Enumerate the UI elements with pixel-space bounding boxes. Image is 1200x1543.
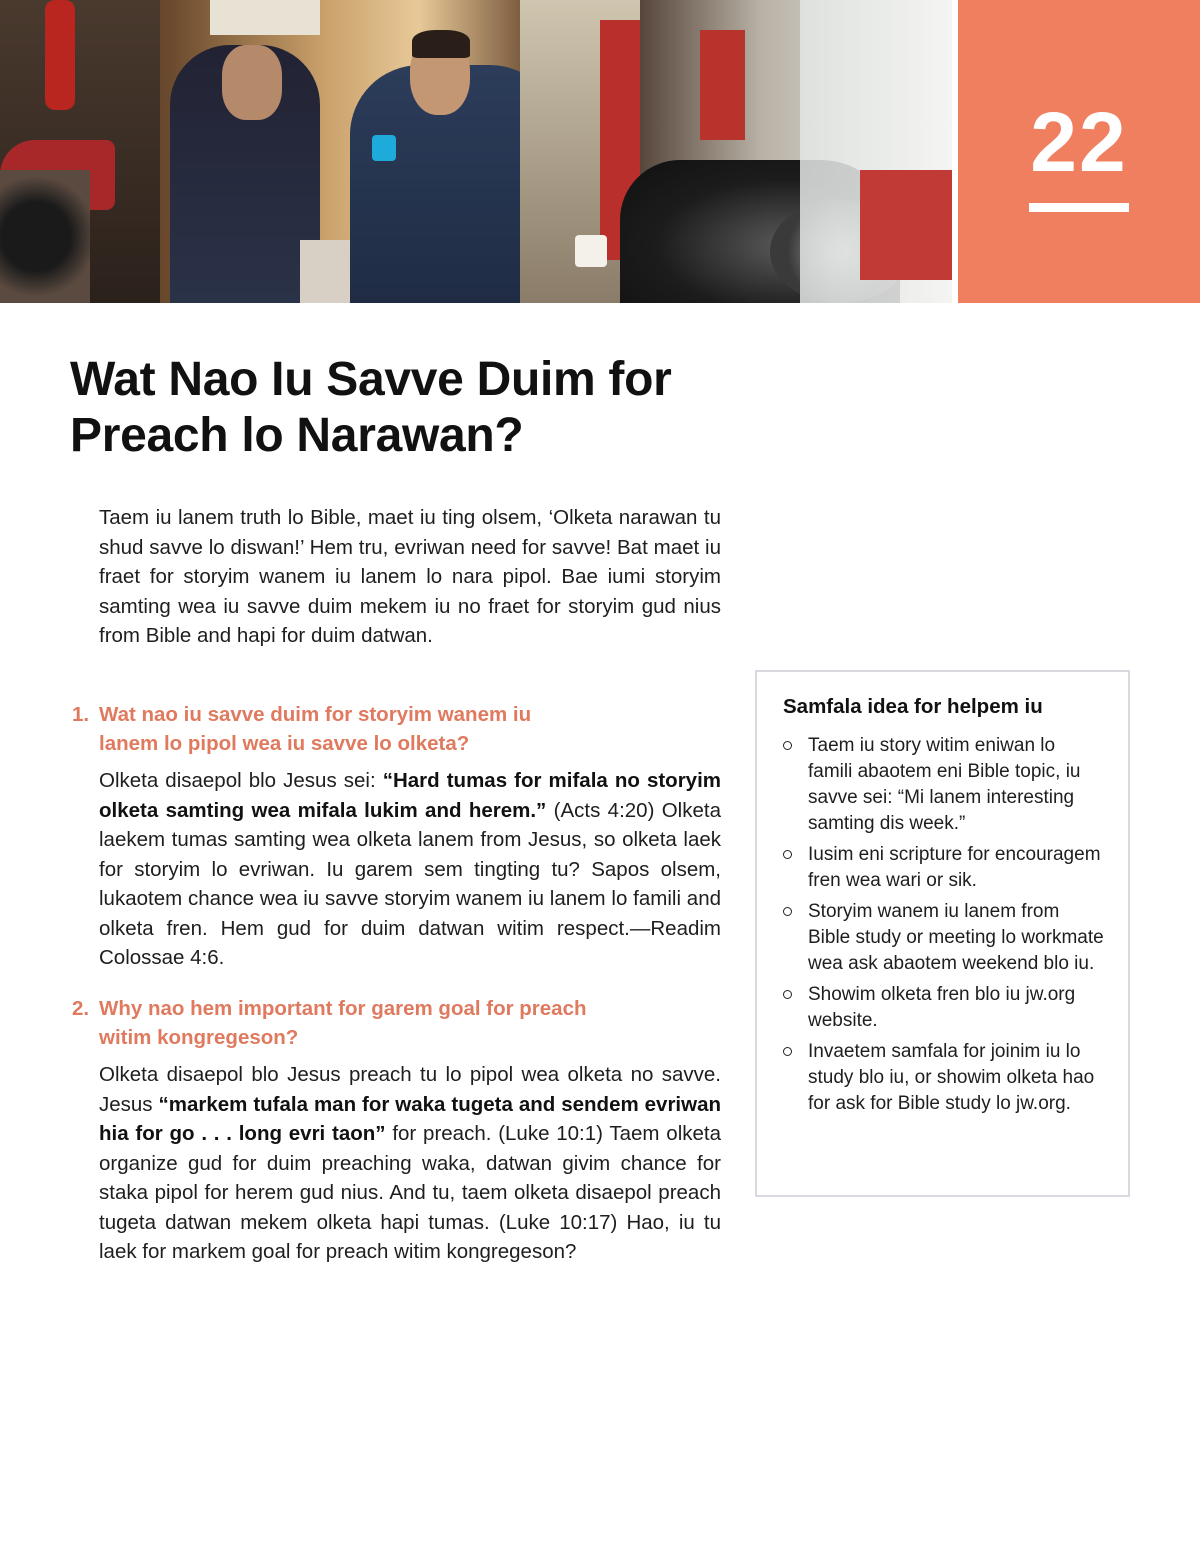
tips-list-item: [783, 899, 1104, 977]
section-1-answer-pre: Olketa disaepol blo Jesus sei:: [99, 769, 383, 792]
section-2-answer-post: for preach. (Luke 10:1) Taem olketa organize gud for duim preaching waka, datwan givim chance for staka pipol for herem gud nius. And tu, taem olketa disaepol preach tugeta datwan mekem olketa hapi tumas. (Luke 10:17) Hao, iu tu laek for markem goal for preach witim kongregeson?: [99, 1122, 721, 1263]
tips-box-heading: Samfala idea for helpem iu: [783, 695, 1043, 718]
badge-underline: [1029, 203, 1129, 212]
circle-bullet-icon: [783, 1047, 792, 1056]
tips-list-item: [783, 842, 1104, 894]
section-2-question-line2: witim kongregeson?: [99, 1026, 299, 1049]
tips-list-item-text: Iusim eni scripture for encouragem fren wea wari or sik.: [808, 844, 1101, 891]
intro-paragraph: Taem iu lanem truth lo Bible, maet iu ting olsem, ‘Olketa narawan tu shud savve lo diswan!’ Hem tru, evriwan need for savve! Bat maet iu fraet for storyim wanem iu lanem lo nara pipol. Bae iumi storyim samting wea iu savve duim mekem iu no fraet for storyim gud nius from Bible and hapi for duim datwan.: [99, 506, 721, 647]
tips-list-item: [783, 982, 1104, 1034]
tips-list-item-text: Taem iu story witim eniwan lo famili abaotem eni Bible topic, iu savve sei: “Mi lanem interesting samting dis week.”: [808, 735, 1081, 834]
section-2-answer-pre: Olketa disaepol blo Jesus preach tu lo pipol wea olketa no savve. Jesus: [99, 1063, 721, 1116]
lesson-number: 22: [1030, 95, 1128, 189]
circle-bullet-icon: [783, 741, 792, 750]
tips-list-item-text: Showim olketa fren blo iu jw.org website.: [808, 984, 1076, 1031]
circle-bullet-icon: [783, 990, 792, 999]
section-1-answer-quote: “Hard tumas for mifala no storyim olketa samting wea mifala lukim and herem.”: [99, 769, 722, 822]
circle-bullet-icon: [783, 907, 792, 916]
tips-list-item-text: Storyim wanem iu lanem from Bible study or meeting lo workmate wea ask abaotem weekend blo iu.: [808, 901, 1104, 974]
section-1-question: [72, 700, 722, 758]
section-2-question-line1: Why nao hem important for garem goal for preach: [99, 997, 587, 1020]
lesson-number-badge: [958, 0, 1200, 303]
circle-bullet-icon: [783, 850, 792, 859]
section-2-number: 2.: [72, 997, 90, 1020]
section-2-question: [72, 994, 722, 1052]
section-2: [72, 994, 722, 1267]
tips-list: [783, 733, 1104, 1117]
section-1-number: 1.: [72, 703, 90, 726]
section-1-answer: [99, 766, 721, 973]
section-1-question-line2: lanem lo pipol wea iu savve lo olketa?: [99, 732, 470, 755]
section-2-answer: [99, 1060, 721, 1267]
page-title-line1: Wat Nao Iu Savve Duim for: [70, 353, 672, 406]
section-2-answer-quote: “markem tufala man for waka tugeta and sendem evriwan hia for go . . . long evri taon”: [99, 1092, 721, 1145]
section-1-question-line1: Wat nao iu savve duim for storyim wanem iu: [99, 703, 532, 726]
page-title-line2: Preach lo Narawan?: [70, 409, 524, 462]
tips-list-item: [783, 1039, 1104, 1117]
section-1-answer-post: (Acts 4:20) Olketa laekem tumas samting wea olketa lanem from Jesus, so olketa laek for storyim lo evriwan. Iu garem sem tingting tu? Sapos olsem, lukaotem chance wea iu savve storyim wanem iu lanem lo famili and olketa fren. Hem gud for duim datwan witim respect.—Readim Colossae 4:6.: [99, 798, 721, 969]
tips-list-item-text: Invaetem samfala for joinim iu lo study blo iu, or showim olketa hao for ask for Bible study lo jw.org.: [808, 1041, 1095, 1114]
page-title: [70, 352, 770, 464]
tips-box: [755, 670, 1130, 1197]
header-photo: [0, 0, 952, 303]
section-1: [72, 700, 722, 973]
tips-list-item: [783, 733, 1104, 837]
